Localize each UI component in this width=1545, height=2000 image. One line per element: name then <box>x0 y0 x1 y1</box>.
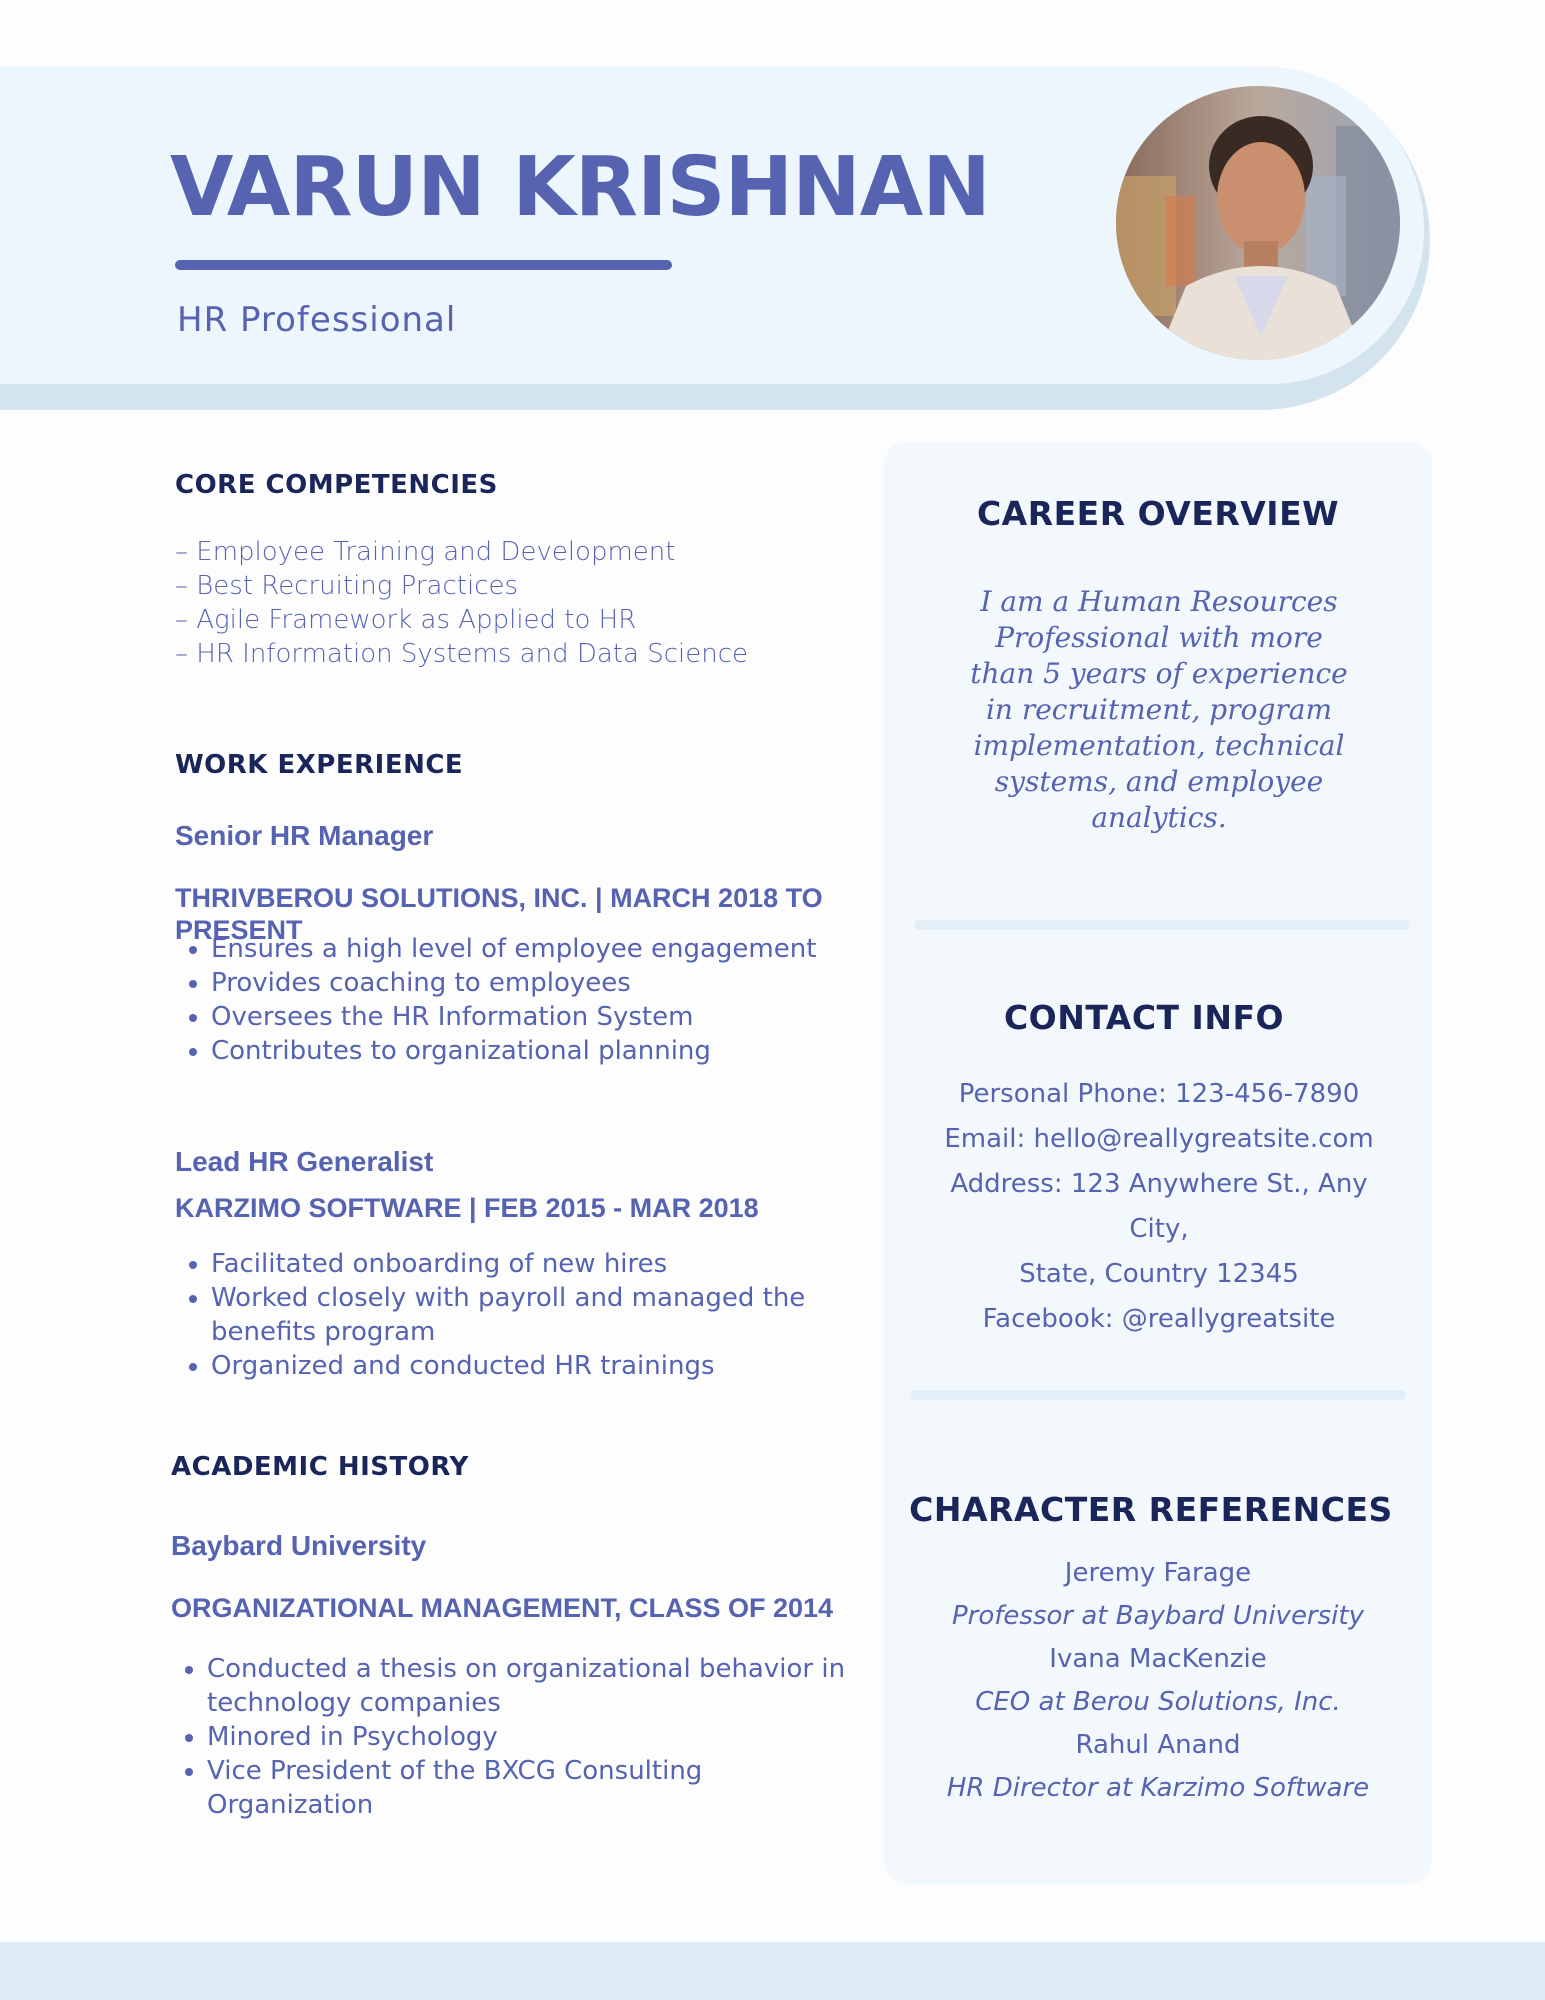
job-title: Senior HR Manager <box>175 820 434 851</box>
school-name: Baybard University <box>171 1530 427 1561</box>
contact-facebook: Facebook: @reallygreatsite <box>982 1304 1336 1334</box>
contact-address-line2: State, Country 12345 <box>1019 1259 1299 1289</box>
competencies-heading: CORE COMPETENCIES <box>175 470 498 500</box>
list-item: • Provides coaching to employees <box>211 966 851 1000</box>
reference-title: CEO at Berou Solutions, Inc. <box>975 1687 1341 1717</box>
reference-name: Ivana MacKenzie <box>1049 1644 1267 1674</box>
reference-title: Professor at Baybard University <box>952 1601 1364 1631</box>
profile-photo <box>1116 86 1400 360</box>
contact-heading: CONTACT INFO <box>1003 998 1285 1037</box>
academic-bullets <box>171 1652 847 1822</box>
list-item: • Worked closely with payroll and managed the benefits program <box>211 1281 851 1349</box>
job-title: Lead HR Generalist <box>175 1146 434 1177</box>
references-list <box>904 1552 1412 1810</box>
competencies-list <box>175 535 815 671</box>
academic-heading: ACADEMIC HISTORY <box>171 1452 469 1482</box>
list-item: • Organized and conducted HR trainings <box>211 1349 851 1383</box>
reference-title: HR Director at Karzimo Software <box>946 1773 1370 1803</box>
list-item: – HR Information Systems and Data Science <box>175 639 748 669</box>
sidebar-card <box>884 442 1432 1884</box>
candidate-role: HR Professional <box>177 300 457 340</box>
contact-info <box>924 1072 1394 1342</box>
candidate-name: VARUN KRISHNAN <box>170 140 990 235</box>
divider <box>910 1390 1406 1400</box>
list-item: – Agile Framework as Applied to HR <box>175 605 637 635</box>
list-item: – Employee Training and Development <box>175 537 676 567</box>
list-item: • Facilitated onboarding of new hires <box>211 1247 851 1281</box>
list-item: • Minored in Psychology <box>207 1720 847 1754</box>
list-item: • Conducted a thesis on organizational behavior in technology companies <box>207 1652 847 1720</box>
overview-text: I am a Human Resources Professional with more than 5 years of experience in recruitment, program implementation, technical systems, and employee analytics. <box>970 585 1348 834</box>
name-underline <box>175 260 672 270</box>
job-company: THRIVBEROU SOLUTIONS, INC. | MARCH 2018 TO PRESENT <box>175 883 823 945</box>
contact-phone: Personal Phone: 123-456-7890 <box>958 1079 1360 1109</box>
list-item: • Vice President of the BXCG Consulting Organization <box>207 1754 847 1822</box>
experience-heading: WORK EXPERIENCE <box>175 750 464 780</box>
footer-band <box>0 1942 1545 2000</box>
references-heading: CHARACTER REFERENCES <box>909 1490 1393 1529</box>
list-item: • Contributes to organizational planning <box>211 1034 851 1068</box>
reference-name: Rahul Anand <box>1075 1730 1241 1760</box>
divider <box>914 920 1410 930</box>
list-item: – Best Recruiting Practices <box>175 571 519 601</box>
job-bullets <box>175 1247 851 1383</box>
list-item: • Ensures a high level of employee engagement <box>211 932 851 966</box>
job-bullets <box>175 932 851 1068</box>
contact-email: Email: hello@reallygreatsite.com <box>944 1124 1374 1154</box>
reference-name: Jeremy Farage <box>1064 1558 1252 1588</box>
job-company: KARZIMO SOFTWARE | FEB 2015 - MAR 2018 <box>175 1193 759 1223</box>
program-name: ORGANIZATIONAL MANAGEMENT, CLASS OF 2014 <box>171 1593 834 1623</box>
overview-heading: CAREER OVERVIEW <box>976 494 1340 533</box>
contact-address-line1: Address: 123 Anywhere St., Any City, <box>950 1169 1368 1244</box>
list-item: • Oversees the HR Information System <box>211 1000 851 1034</box>
